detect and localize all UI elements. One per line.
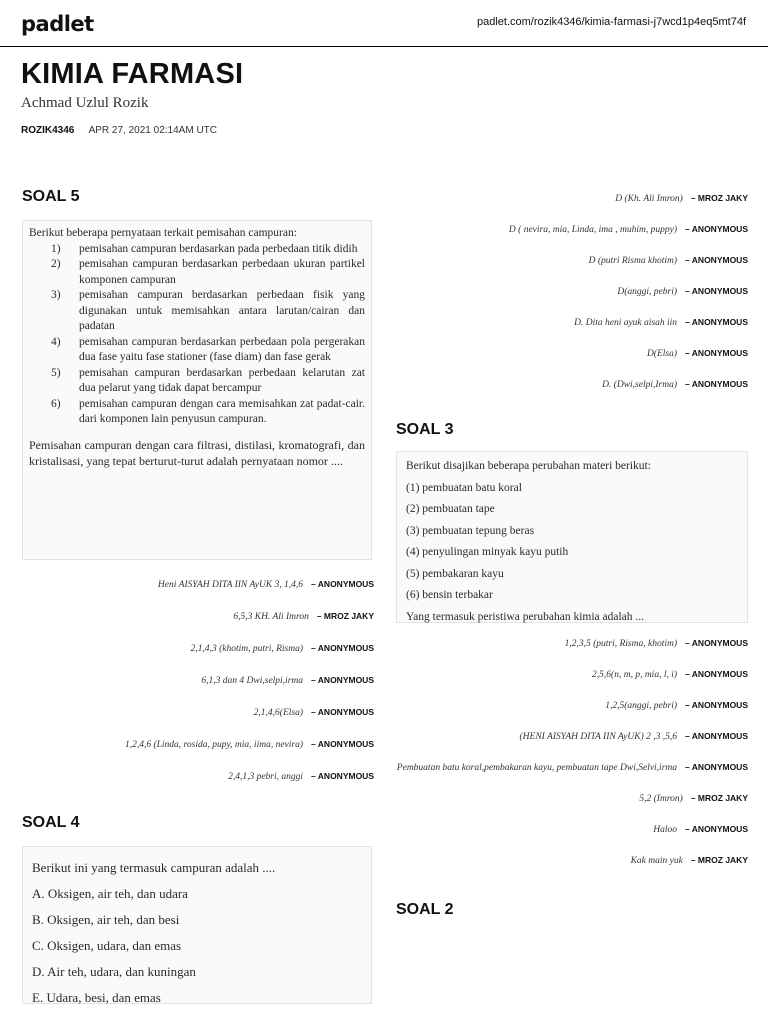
section-title-soal2: SOAL 2 <box>396 901 454 918</box>
section-title-soal4: SOAL 4 <box>22 814 80 831</box>
change-item: (4) penyulingan minyak kayu putih <box>406 546 569 558</box>
post-date: APR 27, 2021 02:14AM UTC <box>88 125 217 136</box>
column-right <box>396 188 748 919</box>
comment: 1,2,3,5 (putri, Risma, khotim) – ANONYMOUS <box>564 638 748 649</box>
comment: D. Dita heni ayuk aisah iin – ANONYMOUS <box>574 317 748 328</box>
soal3-question: Yang termasuk peristiwa perubahan kimia adalah ... <box>406 610 645 623</box>
soal5-question: Pemisahan campuran dengan cara filtrasi, distilasi, kromatografi, dan kristalisasi, yang tepat berturut-turut adalah pernyataan nomor .... <box>29 437 365 468</box>
comment: 2,1,4,3 (khotim, putri, Risma) – ANONYMOUS <box>190 643 374 654</box>
section-title-soal3: SOAL 3 <box>396 421 454 438</box>
comment: D (putri Risma khotim) – ANONYMOUS <box>588 255 748 266</box>
comment: Pembuatan batu koral,pembakaran kayu, pembuatan tape Dwi,Selvi,irma – ANONYMOUS <box>396 762 748 773</box>
soal6-comments <box>396 192 748 391</box>
soal4-question: Berikut ini yang termasuk campuran adalah .... <box>32 860 276 875</box>
answer-option: E. Udara, besi, dan emas <box>32 990 161 1005</box>
padlet-logo[interactable]: padlet <box>21 12 94 36</box>
comment: Kak main yuk – MROZ JAKY <box>630 855 748 866</box>
section-title-soal5: SOAL 5 <box>22 188 80 205</box>
change-item: (2) pembuatan tape <box>406 503 495 515</box>
comment: (HENI AISYAH DITA IIN AyUK) 2 ,3 ,5,6 – ANONYMOUS <box>519 731 748 742</box>
comment: Heni AISYAH DITA IIN AyUK 3, 1,4,6 – ANONYMOUS <box>157 579 374 590</box>
statement-item: 5) pemisahan campuran berdasarkan perbedaan kelarutan zat dua pelarut yang tidak dapat bercampur <box>51 366 365 394</box>
answer-option: A. Oksigen, air teh, dan udara <box>32 886 188 901</box>
comment: 6,5,3 KH. Ali Imron – MROZ JAKY <box>233 611 374 622</box>
statement-item: 6) pemisahan campuran dengan cara memisahkan zat padat-cair. dari komponen lain penyusun campuran. <box>51 397 365 425</box>
answer-option: C. Oksigen, udara, dan emas <box>32 938 182 953</box>
top-bar <box>0 0 768 47</box>
comment: 1,2,4,6 (Linda, rosida, pupy, mia, iima, nevira) – ANONYMOUS <box>124 739 374 750</box>
comment: 2,5,6(n, m, p, mia, l, i) – ANONYMOUS <box>592 669 748 680</box>
comment: D. (Dwi,selpi,Irma) – ANONYMOUS <box>602 379 748 390</box>
soal4-question-image[interactable] <box>22 846 372 1004</box>
soal3-comments <box>396 637 748 867</box>
soal3-question-image[interactable] <box>396 451 748 623</box>
column-left <box>22 188 374 1004</box>
comment: 5,2 (Imron) – MROZ JAKY <box>639 793 748 804</box>
page-url[interactable]: padlet.com/rozik4346/kimia-farmasi-j7wcd1p4eq5mt74f <box>476 16 746 28</box>
comment: Haloo – ANONYMOUS <box>653 824 748 835</box>
change-item: (6) bensin terbakar <box>406 589 493 601</box>
comment: 2,4,1,3 pebri, anggi – ANONYMOUS <box>228 771 374 782</box>
comment: 6,1,3 dan 4 Dwi,selpi,irma – ANONYMOUS <box>201 675 374 686</box>
page-meta <box>21 125 217 136</box>
change-item: (3) pembuatan tepung beras <box>406 524 535 537</box>
change-item: (1) pembuatan batu koral <box>406 481 522 494</box>
statement-item: 4) pemisahan campuran berdasarkan perbedaan pola pergerakan dua fase yaitu fase stationer (fase diam) dan fase gerak <box>51 335 365 363</box>
soal5-intro: Berikut beberapa pernyataan terkait pemisahan campuran: <box>29 227 297 239</box>
comment: D (Kh. Ali Imron) – MROZ JAKY <box>615 193 748 204</box>
statement-item: 3) pemisahan campuran berdasarkan perbedaan fisik yang digunakan untuk memisahkan antara larutan/cairan dan padatan <box>51 289 365 332</box>
statement-item: 1) pemisahan campuran berdasarkan pada perbedaan titik didih <box>51 242 358 255</box>
username[interactable]: ROZIK4346 <box>21 125 75 136</box>
page-author: Achmad Uzlul Rozik <box>21 95 149 111</box>
comment: D(anggi, pebri) – ANONYMOUS <box>617 286 748 297</box>
soal5-comments <box>22 578 374 783</box>
page-title: KIMIA FARMASI <box>21 58 244 90</box>
soal3-intro: Berikut disajikan beberapa perubahan materi berikut: <box>406 460 651 472</box>
soal5-question-image[interactable] <box>22 220 372 560</box>
answer-option: B. Oksigen, air teh, dan besi <box>32 912 180 927</box>
soal5-statement-list <box>29 242 365 428</box>
statement-item: 2) pemisahan campuran berdasarkan perbedaan ukuran partikel komponen campuran <box>51 258 365 286</box>
comment: D ( nevira, mia, Linda, ima , muhim, puppy) – ANONYMOUS <box>508 224 748 235</box>
comment: D(Elsa) – ANONYMOUS <box>646 348 748 359</box>
change-item: (5) pembakaran kayu <box>406 567 504 580</box>
comment: 2,1,4,6(Elsa) – ANONYMOUS <box>253 707 374 718</box>
comment: 1,2,5(anggi, pebri) – ANONYMOUS <box>605 700 748 711</box>
answer-option: D. Air teh, udara, dan kuningan <box>32 964 196 979</box>
